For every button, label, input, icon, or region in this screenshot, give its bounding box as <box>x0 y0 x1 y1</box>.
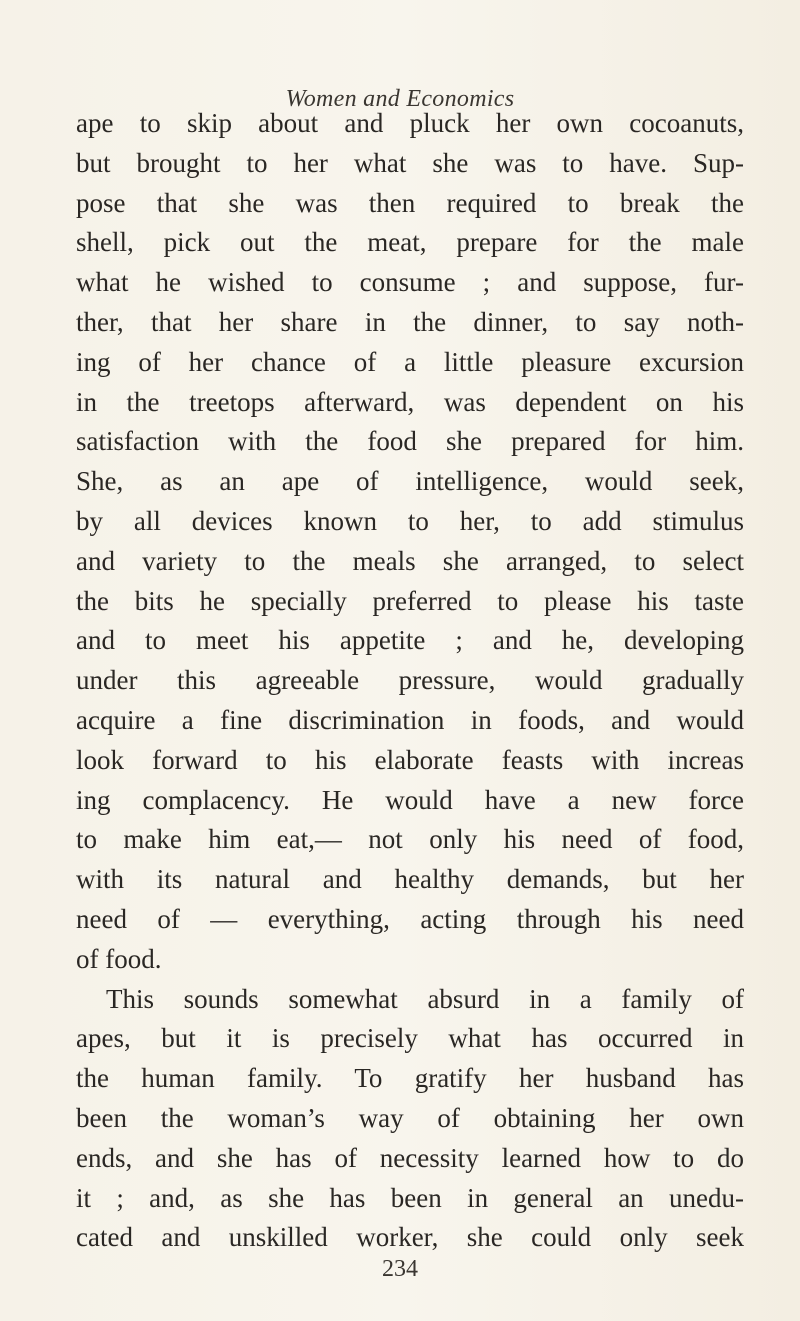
paragraph-start-line: This sounds somewhat absurd in a family of <box>106 983 744 1014</box>
text-line: ing of her chance of a little pleasure excursion <box>76 346 744 377</box>
text-line: apes, but it is precisely what has occurred in <box>76 1023 744 1054</box>
text-line: ends, and she has of necessity learned how to do <box>76 1142 744 1173</box>
text-line: the human family. To gratify her husband has <box>76 1063 744 1094</box>
text-line: to make him eat,— not only his need of food, <box>76 824 744 855</box>
text-line: and to meet his appetite ; and he, developing <box>76 625 744 656</box>
text-line: been the woman’s way of obtaining her own <box>76 1102 744 1133</box>
text-line: in the treetops afterward, was dependent on his <box>76 386 744 417</box>
text-line: ther, that her share in the dinner, to say noth- <box>76 306 744 337</box>
text-line: pose that she was then required to break the <box>76 187 744 218</box>
text-line: shell, pick out the meat, prepare for the male <box>76 227 744 258</box>
text-line: ape to skip about and pluck her own cocoanuts, <box>76 108 744 138</box>
text-line: satisfaction with the food she prepared for him. <box>76 426 744 457</box>
text-line: by all devices known to her, to add stimulus <box>76 505 744 536</box>
text-line: of food. <box>76 943 162 974</box>
text-line: look forward to his elaborate feasts with increas <box>76 744 744 775</box>
text-line: She, as an ape of intelligence, would seek, <box>76 466 744 497</box>
text-line: what he wished to consume ; and suppose, fur- <box>76 267 744 298</box>
text-line: but brought to her what she was to have. Sup- <box>76 147 744 178</box>
body-text <box>76 104 744 1258</box>
text-line: the bits he specially preferred to please his taste <box>76 585 744 616</box>
text-line: with its natural and healthy demands, but her <box>76 864 744 895</box>
text-line: need of — everything, acting through his need <box>76 903 744 934</box>
text-line: ing complacency. He would have a new force <box>76 784 744 815</box>
page-number: 234 <box>382 1256 418 1282</box>
running-header: Women and Economics <box>285 86 515 112</box>
text-line: under this agreeable pressure, would gradually <box>76 665 744 696</box>
text-line: and variety to the meals she arranged, to select <box>76 545 744 576</box>
text-line: acquire a fine discrimination in foods, and would <box>76 704 744 735</box>
text-line: it ; and, as she has been in general an unedu- <box>76 1182 744 1213</box>
text-line: cated and unskilled worker, she could only seek <box>76 1222 744 1253</box>
